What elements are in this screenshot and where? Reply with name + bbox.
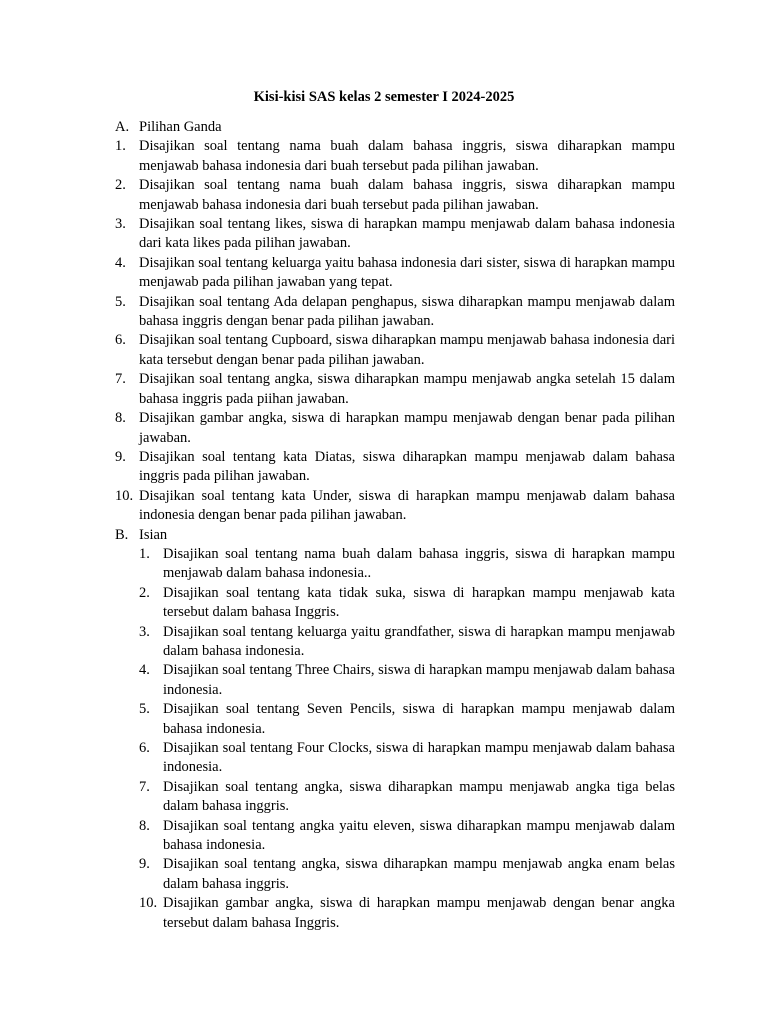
item-number: 8. (139, 817, 150, 834)
list-item (115, 778, 675, 817)
list-item (115, 545, 675, 584)
list-item (115, 448, 675, 487)
item-number: 6. (139, 740, 150, 756)
section-marker: B. (115, 526, 129, 543)
item-text: Disajikan soal tentang nama buah dalam bahasa inggris, siswa diharapkan mampu menjawab bahasa indonesia dari buah tersebut pada pilihan jawaban. (139, 177, 675, 213)
list-item (115, 623, 675, 662)
list-item (115, 293, 675, 332)
section-heading: Isian (139, 526, 168, 543)
item-number: 7. (115, 371, 126, 388)
section-a-heading (115, 118, 675, 137)
item-text: Disajikan soal tentang kata tidak suka, siswa di harapkan mampu menjawab kata tersebut dalam bahasa Inggris. (163, 584, 675, 621)
item-number: 2. (139, 584, 150, 601)
list-item (115, 584, 675, 623)
list-item (115, 700, 675, 739)
list-item (115, 739, 675, 778)
item-number: 5. (115, 293, 126, 310)
item-number: 7. (139, 778, 150, 795)
list-item (115, 215, 675, 254)
list-item (115, 661, 675, 700)
document-body (115, 118, 675, 933)
list-item (115, 137, 675, 176)
item-text: Disajikan soal tentang nama buah dalam bahasa inggris, siswa di harapkan mampu menjawab dalam bahasa indonesia.. (163, 545, 675, 582)
document-title: Kisi-kisi SAS kelas 2 semester I 2024-2025 (253, 89, 515, 105)
item-number: 4. (139, 662, 150, 679)
item-number: 3. (139, 623, 150, 640)
section-heading: Pilihan Ganda (139, 119, 222, 135)
list-item (115, 487, 675, 526)
item-number: 10. (139, 895, 158, 912)
item-number: 1. (115, 138, 126, 155)
list-item (115, 370, 675, 409)
item-text: Disajikan soal tentang Cupboard, siswa diharapkan mampu menjawab bahasa indonesia dari kata tersebut dengan benar pada pilihan jawaban. (139, 332, 675, 368)
list-item (115, 331, 675, 370)
item-number: 5. (139, 701, 150, 718)
item-text: Disajikan soal tentang Ada delapan penghapus, siswa diharapkan mampu menjawab dalam bahasa inggris dengan benar pada pilihan jawaban. (139, 293, 675, 330)
item-number: 3. (115, 216, 126, 233)
list-item (115, 254, 675, 293)
item-text: Disajikan gambar angka, siswa di harapkan mampu menjawab dengan benar angka tersebut dalam bahasa Inggris. (163, 895, 675, 931)
section-b-heading (115, 526, 675, 545)
item-text: Disajikan soal tentang angka, siswa diharapkan mampu menjawab angka tiga belas dalam bahasa inggris. (163, 778, 675, 815)
item-text: Disajikan soal tentang keluarga yaitu bahasa indonesia dari sister, siswa di harapkan mampu menjawab pada pilihan jawaban yang tepat. (139, 254, 675, 291)
item-text: Disajikan soal tentang keluarga yaitu grandfather, siswa di harapkan mampu menjawab dalam bahasa indonesia. (163, 623, 675, 659)
item-text: Disajikan soal tentang angka, siswa diharapkan mampu menjawab angka setelah 15 dalam bahasa inggris pada piihan jawaban. (139, 371, 675, 407)
item-number: 8. (115, 410, 126, 427)
item-text: Disajikan soal tentang Three Chairs, siswa di harapkan mampu menjawab dalam bahasa indonesia. (163, 662, 675, 698)
list-item (115, 176, 675, 215)
list-item (115, 409, 675, 448)
list-item (115, 817, 675, 856)
item-text: Disajikan soal tentang kata Under, siswa di harapkan mampu menjawab dalam bahasa indonesia dengan benar pada pilihan jawaban. (139, 487, 675, 524)
item-text: Disajikan gambar angka, siswa di harapkan mampu menjawab dengan benar pada pilihan jawaban. (139, 410, 675, 446)
item-number: 9. (115, 448, 126, 465)
item-number: 10. (115, 487, 134, 504)
item-text: Disajikan soal tentang angka, siswa diharapkan mampu menjawab angka enam belas dalam bahasa inggris. (163, 856, 675, 892)
item-number: 1. (139, 545, 150, 562)
item-text: Disajikan soal tentang nama buah dalam bahasa inggris, siswa diharapkan mampu menjawab bahasa indonesia dari buah tersebut pada pilihan jawaban. (139, 138, 675, 174)
item-text: Disajikan soal tentang Four Clocks, siswa di harapkan mampu menjawab dalam bahasa indonesia. (163, 740, 675, 776)
section-marker: A. (115, 119, 130, 135)
item-number: 6. (115, 332, 126, 349)
item-number: 4. (115, 254, 126, 271)
item-number: 2. (115, 177, 126, 194)
item-text: Disajikan soal tentang angka yaitu eleven, siswa diharapkan mampu menjawab dalam bahasa indonesia. (163, 817, 675, 854)
item-text: Disajikan soal tentang kata Diatas, siswa diharapkan mampu menjawab dalam bahasa inggris pada pilihan jawaban. (139, 448, 675, 485)
list-item (115, 894, 675, 933)
item-text: Disajikan soal tentang Seven Pencils, siswa di harapkan mampu menjawab dalam bahasa indonesia. (163, 701, 675, 737)
list-item (115, 855, 675, 894)
item-number: 9. (139, 856, 150, 873)
item-text: Disajikan soal tentang likes, siswa di harapkan mampu menjawab dalam bahasa indonesia dari kata likes pada pilihan jawaban. (139, 216, 675, 252)
